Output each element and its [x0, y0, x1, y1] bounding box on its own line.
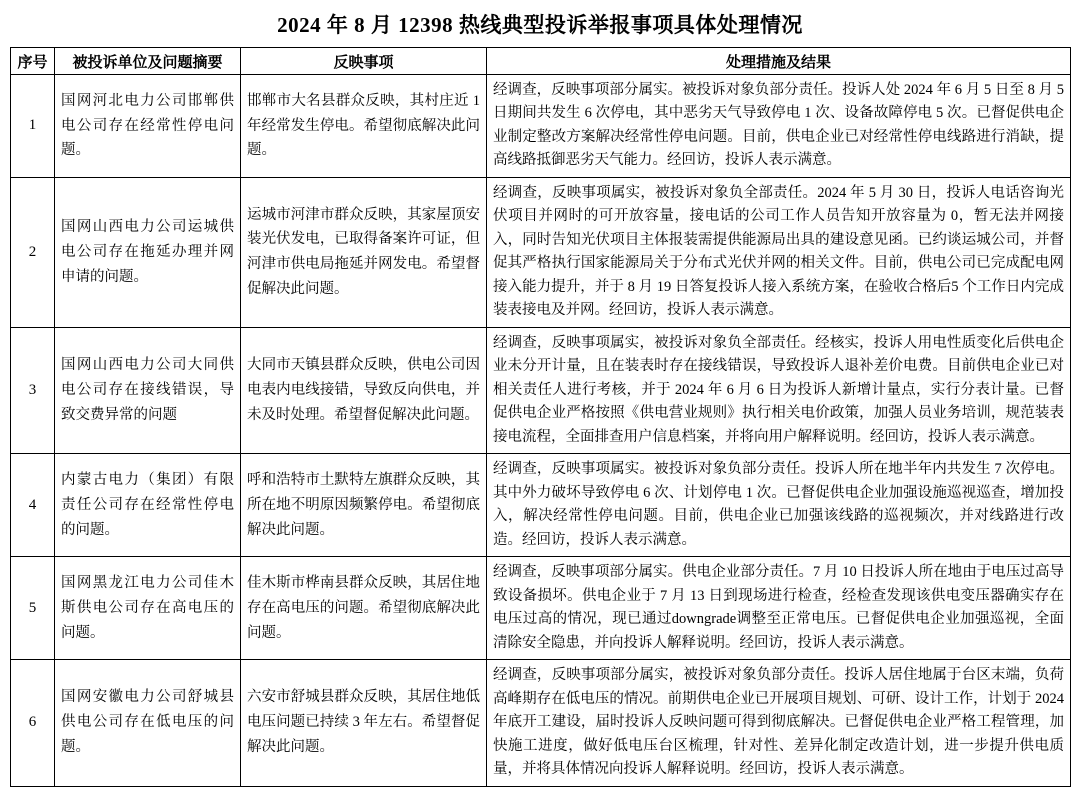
complaints-table	[10, 47, 1071, 787]
row-unit-summary: 国网山西电力公司大同供电公司存在接线错误，导致交费异常的问题	[55, 327, 241, 453]
row-issue: 大同市天镇县群众反映，供电公司因电表内电线接错，导致反向供电，并未及时处理。希望督促解决此问题。	[241, 327, 487, 453]
row-unit-summary: 国网黑龙江电力公司佳木斯供电公司存在高电压的问题。	[55, 557, 241, 660]
row-number: 4	[11, 454, 55, 557]
row-number: 6	[11, 660, 55, 786]
row-result: 经调查，反映事项属实。被投诉对象负部分责任。投诉人所在地半年内共发生 7 次停电。其中外力破坏导致停电 6 次、计划停电 1 次。已督促供电企业加强设施巡视巡查，增加投入，解决经常性停电问题。目前，供电企业已加强该线路的巡视频次，并对线路进行改造。经回访，投诉人表示满意。	[487, 454, 1071, 557]
row-result: 经调查，反映事项部分属实。被投诉对象负部分责任。投诉人处 2024 年 6 月 5 日至 8 月 5 日期间共发生 6 次停电，其中恶劣天气导致停电 1 次、设备故障停电 5 次。已督促供电企业制定整改方案解决经常性停电问题。目前，供电企业已对经常性停电线路进行消缺，提高线路抵御恶劣天气能力。经回访，投诉人表示满意。	[487, 75, 1071, 178]
table-row	[11, 327, 1071, 453]
row-issue: 运城市河津市群众反映，其家屋顶安装光伏发电，已取得备案许可证，但河津市供电局拖延并网发电。希望督促解决此问题。	[241, 177, 487, 327]
table-row	[11, 177, 1071, 327]
column-header-issue: 反映事项	[241, 48, 487, 75]
row-result: 经调查，反映事项属实，被投诉对象负全部责任。经核实，投诉人用电性质变化后供电企业未分开计量，且在装表时存在接线错误，导致投诉人退补差价电费。目前供电企业已对相关责任人进行考核，并于 2024 年 6 月 6 日为投诉人新增计量点，实行分表计量。已督促供电企业严格按照《供电营业规则》执行相关电价政策，加强人员业务培训，规范装表接电流程，全面排查用户信息档案，并将向用户解释说明。经回访，投诉人表示满意。	[487, 327, 1071, 453]
row-issue: 邯郸市大名县群众反映，其村庄近 1 年经常发生停电。希望彻底解决此问题。	[241, 75, 487, 178]
row-issue: 六安市舒城县群众反映，其居住地低电压问题已持续 3 年左右。希望督促解决此问题。	[241, 660, 487, 786]
row-result: 经调查，反映事项部分属实，被投诉对象负部分责任。投诉人居住地属于台区末端，负荷高峰期存在低电压的情况。前期供电企业已开展项目规划、可研、设计工作，计划于 2024 年底开工建设，届时投诉人反映问题可得到彻底解决。已督促供电企业严格工程管理，加快施工进度，做好低电压台区梳理，针对性、差异化制定改造计划，进一步提升供电质量，并将具体情况向投诉人解释说明。经回访，投诉人表示满意。	[487, 660, 1071, 786]
row-issue: 呼和浩特市土默特左旗群众反映，其所在地不明原因频繁停电。希望彻底解决此问题。	[241, 454, 487, 557]
table-header-row	[11, 48, 1071, 75]
row-number: 1	[11, 75, 55, 178]
row-result: 经调查，反映事项部分属实。供电企业部分责任。7 月 10 日投诉人所在地由于电压过高导致设备损坏。供电企业于 7 月 13 日到现场进行检查，经检查发现该供电变压器确实存在电压过高的情况，现已通过downgrade调整至正常电压。已督促供电企业加强巡视，全面清除安全隐患，并向投诉人解释说明。经回访，投诉人表示满意。	[487, 557, 1071, 660]
row-number: 5	[11, 557, 55, 660]
page-title: 2024 年 8 月 12398 热线典型投诉举报事项具体处理情况	[277, 13, 803, 37]
row-unit-summary: 国网山西电力公司运城供电公司存在拖延办理并网申请的问题。	[55, 177, 241, 327]
column-header-result: 处理措施及结果	[487, 48, 1071, 75]
row-unit-summary: 国网安徽电力公司舒城县供电公司存在低电压的问题。	[55, 660, 241, 786]
row-issue: 佳木斯市桦南县群众反映，其居住地存在高电压的问题。希望彻底解决此问题。	[241, 557, 487, 660]
column-header-unit: 被投诉单位及问题摘要	[55, 48, 241, 75]
table-row	[11, 75, 1071, 178]
table-row	[11, 454, 1071, 557]
row-number: 3	[11, 327, 55, 453]
row-unit-summary: 内蒙古电力（集团）有限责任公司存在经常性停电的问题。	[55, 454, 241, 557]
row-unit-summary: 国网河北电力公司邯郸供电公司存在经常性停电问题。	[55, 75, 241, 178]
table-row	[11, 660, 1071, 786]
row-number: 2	[11, 177, 55, 327]
column-header-no: 序号	[11, 48, 55, 75]
table-row	[11, 557, 1071, 660]
row-result: 经调查，反映事项属实，被投诉对象负全部责任。2024 年 5 月 30 日，投诉人电话咨询光伏项目并网时的可开放容量，接电话的公司工作人员告知开放容量为 0，暂无法并网接入，同时告知光伏项目主体报装需提供能源局出具的建设意见函。已约谈运城公司，并督促其严格执行国家能源局关于分布式光伏并网的相关文件。目前，供电公司已完成配电网接入能力提升，并于 8 月 19 日答复投诉人接入系统方案，在验收合格后5 个工作日内完成装表接电及并网。经回访，投诉人表示满意。	[487, 177, 1071, 327]
